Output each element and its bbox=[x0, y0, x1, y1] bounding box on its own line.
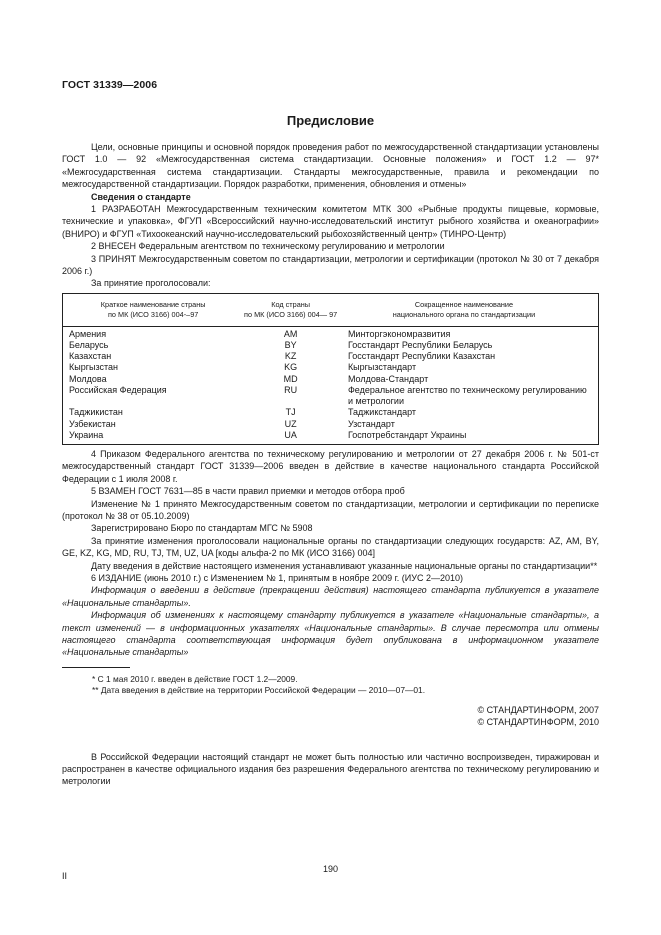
rights-notice: В Российской Федерации настоящий стандарт не может быть полностью или частично воспроизведен, тиражирован и распространен в качестве официального издания без разрешения Федерального агентства по техническому регулированию и метрологии bbox=[62, 751, 599, 787]
table-row: Казахстан KZ Госстандарт Республики Казахстан bbox=[69, 351, 496, 362]
item-3-adopted: 3 ПРИНЯТ Межгосударственным советом по стандартизации, метрологии и сертификации (протокол № 30 от 7 декабря 2006 г.) bbox=[62, 253, 599, 277]
header-country: Краткое наименование страны по МК (ИСО 3166) 004-–97 bbox=[100, 299, 206, 319]
change-date-text: Дату введения в действие настоящего изменения устанавливают указанные национальные органы по стандартизации** bbox=[91, 560, 598, 571]
main-content bbox=[62, 141, 599, 788]
voted-label: За принятие проголосовали: bbox=[91, 278, 211, 289]
italic-note-1: Информация о введении в действие (прекращении действия) настоящего стандарта публикуется в указателе «Национальные стандарты». bbox=[62, 585, 599, 608]
intro-paragraph: Цели, основные принципы и основной порядок проведения работ по межгосударственной стандартизации установлены ГОСТ 1.0 — 92 «Межгосударственная система стандартизации. Основные положения» и ГОСТ 1.2 — 97* «Межгосударственная система стандартизации. Стандарты межгосударственные, правила и рекомендации по межгосударственной стандартизации. Порядок разработки, применения, обновления и отмены» bbox=[62, 142, 599, 190]
header-body: Сокращенное наименование национального органа по стандартизации bbox=[392, 299, 536, 319]
table-body bbox=[63, 327, 598, 444]
table-row: Узбекистан UZ Узстандарт bbox=[69, 418, 395, 429]
voting-table bbox=[62, 293, 599, 445]
change-1-adopted: Изменение № 1 принято Межгосударственным советом по стандартизации, метрологии и сертификации по переписке (протокол № 38 от 05.10.2009) bbox=[62, 498, 599, 521]
copyright-2007: © СТАНДАРТИНФОРМ, 2007 bbox=[477, 704, 599, 715]
table-row: Беларусь BY Госстандарт Республики Беларусь bbox=[69, 340, 493, 351]
table-row: Российская Федерация RU Федеральное агентство по техническому регулированию и метрологии bbox=[69, 384, 587, 407]
table-row: Молдова MD Молдова-Стандарт bbox=[69, 373, 429, 384]
standard-code-header: ГОСТ 31339—2006 bbox=[62, 79, 158, 91]
header-code: Код страны по МК (ИСО 3166) 004— 97 bbox=[244, 299, 338, 319]
table-row: Кыргызстан KG Кыргызстандарт bbox=[69, 362, 417, 373]
item-4-order: 4 Приказом Федерального агентства по техническому регулированию и метрологии от 27 декабря 2006 г. № 501-ст межгосударственный стандарт ГОСТ 31339—2006 введен в действие в качестве национального стандарта Российской Федерации с 1 июля 2008 г. bbox=[62, 448, 599, 484]
info-heading: Сведения о стандарте bbox=[91, 191, 191, 202]
change-voted-text: За принятие изменения проголосовали национальные органы по стандартизации следующих государств: AZ, AM, BY, GE, KZ, KG, MD, RU, TJ, TM, UZ, UA [коды альфа-2 по МК (ИСО 3166) 004] bbox=[62, 535, 599, 559]
item-6-edition: 6 ИЗДАНИЕ (июнь 2010 г.) с Изменением № 1, принятым в ноябре 2009 г. (ИУС 2—2010) bbox=[91, 572, 463, 583]
page-number: 190 bbox=[322, 864, 339, 874]
footnote-divider bbox=[62, 667, 130, 668]
item-1-developed: 1 РАЗРАБОТАН Межгосударственным техническим комитетом МТК 300 «Рыбные продукты пищевые, кормовые, технические и упаковка», ФГУП «Всероссийский научно-исследовательский институт рыбного хозяйства и океанографии» (ВНИРО) и ФГУП «Тихоокеанский научно-исследовательский рыбохозяйственный центр» (ТИНРО-Центр) bbox=[62, 204, 599, 239]
page-title: Предисловие bbox=[286, 113, 375, 128]
table-row: Украина UA Госпотребстандарт Украины bbox=[69, 429, 467, 440]
footnote-1: * С 1 мая 2010 г. введен в действие ГОСТ 1.2—2009. bbox=[92, 673, 298, 684]
table-row: Таджикистан TJ Таджикстандарт bbox=[69, 407, 417, 418]
italic-note-2: Информация об изменениях к настоящему стандарту публикуется в указателе «Национальные стандарты», а текст изменений — в информационных указателях «Национальные стандарты». В случае пересмотра или отмены настоящего стандарта соответствующая информация будет опубликована в информационном указателе «Национальные стандарты» bbox=[62, 610, 599, 658]
item-5-replaces: 5 ВЗАМЕН ГОСТ 7631—85 в части правил приемки и методов отбора проб bbox=[91, 486, 405, 497]
table-header bbox=[63, 294, 598, 327]
footnote-2: ** Дата введения в действие на территории Российской Федерации — 2010—07—01. bbox=[92, 685, 426, 696]
copyright-2010: © СТАНДАРТИНФОРМ, 2010 bbox=[477, 717, 599, 728]
registered-text: Зарегистрировано Бюро по стандартам МГС № 5908 bbox=[91, 523, 313, 534]
item-2-introduced: 2 ВНЕСЕН Федеральным агентством по техническому регулированию и метрологии bbox=[91, 241, 445, 252]
table-row: Армения AM Минторгэкономразвития bbox=[69, 328, 451, 339]
page-roman-numeral: II bbox=[62, 871, 68, 881]
